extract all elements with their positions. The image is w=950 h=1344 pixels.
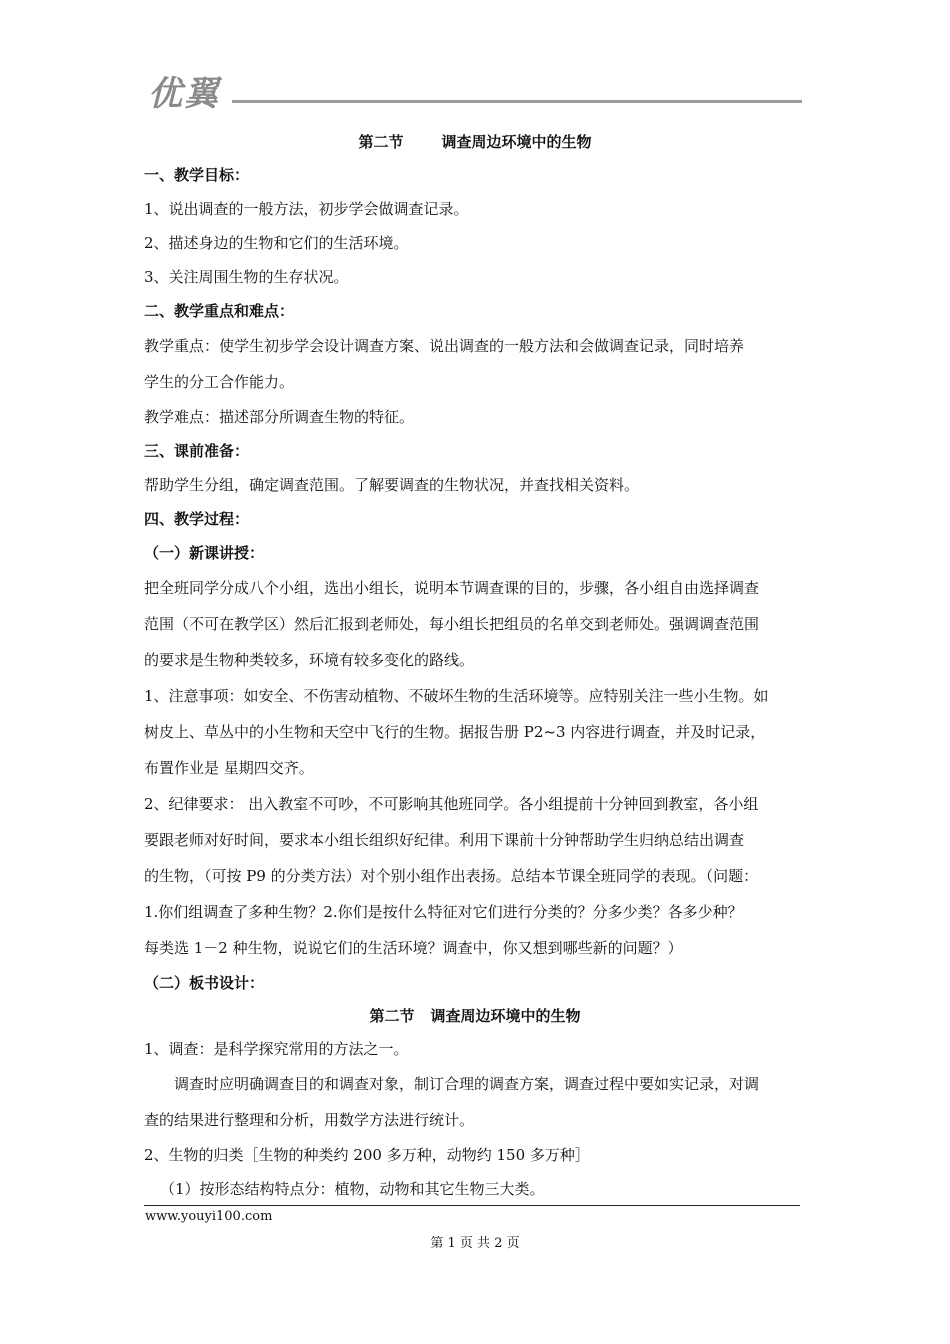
title-section: 第二节 bbox=[358, 133, 404, 151]
prep-heading: 三、课前准备： bbox=[144, 442, 250, 460]
process-heading: 四、教学过程： bbox=[144, 510, 250, 528]
lecture-line: 的要求是生物种类较多，环境有较多变化的路线。 bbox=[144, 651, 475, 669]
footer-url[interactable]: www.youyi100.com bbox=[145, 1209, 273, 1224]
title-name: 调查周边环境中的生物 bbox=[441, 133, 592, 151]
header-rule bbox=[232, 100, 802, 103]
board-item: 1、调查：是科学探究常用的方法之一。 bbox=[144, 1040, 409, 1058]
discipline-line: 要跟老师对好时间，要求本小组长组织好纪律。利用下课前十分钟帮助学生归纳总结出调查 bbox=[144, 831, 745, 849]
goal-item: 1、说出调查的一般方法，初步学会做调查记录。 bbox=[144, 200, 469, 218]
discipline-line: 1.你们组调查了多种生物？2.你们是按什么特征对它们进行分类的？分多少类？各多少种？ bbox=[144, 903, 743, 921]
page-number: 第 1 页 共 2 页 bbox=[430, 1236, 520, 1251]
board-title-name: 调查周边环境中的生物 bbox=[430, 1007, 581, 1025]
notes-line: 布置作业是 星期四交齐。 bbox=[144, 759, 314, 777]
difficulty-line: 教学难点：描述部分所调查生物的特征。 bbox=[144, 408, 415, 426]
notes-line: 1、注意事项：如安全、不伤害动植物、不破坏生物的生活环境等。应特别关注一些小生物。如 bbox=[144, 687, 769, 705]
keypoints-heading: 二、教学重点和难点： bbox=[144, 302, 295, 320]
discipline-line: 每类选 1－2 种生物，说说它们的生活环境？调查中，你又想到哪些新的问题？） bbox=[144, 939, 683, 957]
focus-line: 教学重点：使学生初步学会设计调查方案、说出调查的一般方法和会做调查记录，同时培养 bbox=[144, 337, 745, 355]
board-heading: （二）板书设计： bbox=[144, 974, 265, 992]
board-subitem: （1）按形态结构特点分：植物，动物和其它生物三大类。 bbox=[160, 1180, 545, 1198]
prep-text: 帮助学生分组，确定调查范围。了解要调查的生物状况，并查找相关资料。 bbox=[144, 476, 640, 494]
board-title bbox=[144, 1000, 806, 1032]
board-detail-line: 查的结果进行整理和分析，用数学方法进行统计。 bbox=[144, 1111, 475, 1129]
goal-item: 2、描述身边的生物和它们的生活环境。 bbox=[144, 234, 409, 252]
lecture-line: 把全班同学分成八个小组，选出小组长，说明本节调查课的目的，步骤，各小组自由选择调查 bbox=[144, 579, 760, 597]
lecture-heading: （一）新课讲授： bbox=[144, 544, 265, 562]
goal-item: 3、关注周围生物的生存状况。 bbox=[144, 268, 349, 286]
lecture-line: 范围（不可在教学区）然后汇报到老师处，每小组长把组员的名单交到老师处。强调调查范围 bbox=[144, 615, 760, 633]
board-item: 2、生物的归类［生物的种类约 200 多万种，动物约 150 多万种］ bbox=[144, 1146, 590, 1164]
document-body bbox=[144, 126, 806, 1206]
discipline-line: 2、纪律要求： 出入教室不可吵，不可影响其他班同学。各小组提前十分钟回到教室，各小组 bbox=[144, 795, 759, 813]
focus-line: 学生的分工合作能力。 bbox=[144, 373, 295, 391]
footer-rule bbox=[144, 1205, 800, 1206]
youyi-logo: 优翼 bbox=[148, 74, 220, 114]
page-title bbox=[144, 126, 806, 158]
goals-heading: 一、教学目标： bbox=[144, 166, 250, 184]
board-detail-line: 调查时应明确调查目的和调查对象，制订合理的调查方案，调查过程中要如实记录，对调 bbox=[174, 1075, 760, 1093]
board-title-section: 第二节 bbox=[369, 1007, 415, 1025]
discipline-line: 的生物，（可按 P9 的分类方法）对个别小组作出表扬。总结本节课全班同学的表现。（问题： bbox=[144, 867, 759, 885]
notes-line: 树皮上、草丛中的小生物和天空中飞行的生物。据报告册 P2~3 内容进行调查，并及时记录， bbox=[144, 723, 766, 741]
